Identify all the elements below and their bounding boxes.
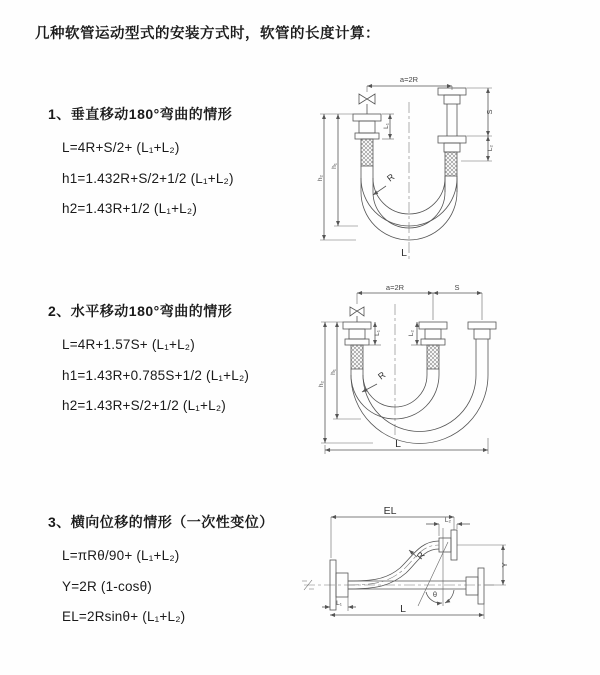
dim-label-l2: L₂ [408,329,415,337]
formula-h2: h2=1.43R+1/2 (L₁+L₂) [62,201,198,216]
formula-length-L: L=4R+S/2+ (L₁+L₂) [62,140,180,155]
section-heading: 1、垂直移动180°弯曲的情形 [48,106,233,122]
dim-label-h1: h₁ [330,369,337,375]
dim-label-h2: h₂ [318,380,325,388]
formula-h2: h2=1.43R+S/2+1/2 (L₁+L₂) [62,398,226,413]
dim-label-l2: L₂ [444,517,452,524]
radius-label: R [376,369,388,382]
dim-label-l2: L₂ [487,144,494,152]
formula-length-L: L=4R+1.57S+ (L₁+L₂) [62,337,195,352]
dim-label-l1: L₁ [374,330,381,336]
page-title: 几种软管运动型式的安装方式时，软管的长度计算： [35,26,380,42]
formula-h1: h1=1.43R+0.785S+1/2 (L₁+L₂) [62,367,250,383]
section-vertical-movement [48,104,234,225]
dim-label-h2: h₂ [317,174,324,182]
right-flange-fitting [466,568,484,604]
radius-label: R [385,171,397,184]
dim-label-l1: L₁ [383,123,390,129]
angle-label: θ [432,590,438,599]
formula-length-L: L=πRθ/90+ (L₁+L₂) [62,548,180,563]
dim-label-stroke: S [485,109,494,115]
section-heading: 3、横向位移的情形（一次性变位） [48,514,274,530]
formula-h1: h1=1.432R+S/2+1/2 (L₁+L₂) [62,170,234,186]
diagram-lateral-displacement [298,502,600,650]
dim-label-span: a=2R [399,75,419,84]
formula-group [48,541,274,633]
section-horizontal-movement [48,301,249,422]
dim-label-y: Y [500,562,509,568]
section-heading: 2、水平移动180°弯曲的情形 [48,303,233,319]
length-label: L [395,438,401,450]
diagram-horizontal-180-bend [303,280,600,462]
formula-EL: EL=2Rsinθ+ (L₁+L₂) [62,609,186,624]
hose-u-bend [351,369,488,444]
length-label: L [401,247,407,259]
hose-braid [445,152,457,176]
dim-label-h1: h₁ [331,163,338,169]
formula-Y: Y=2R (1-cosθ) [62,578,153,594]
valve-icon [350,307,364,316]
formula-group [48,330,249,422]
valve-icon [359,94,375,104]
left-flange-fitting [353,114,381,166]
dim-label-el: EL [383,505,397,517]
hose-s-curve [348,541,439,589]
radius-label: R [414,549,427,562]
diagram-vertical-180-bend [300,66,595,266]
hose-braid [361,139,373,166]
section-lateral-displacement [48,512,274,633]
displaced-flange-fitting [468,322,496,375]
left-flange-fitting [343,322,371,369]
right-flange-fitting [438,88,466,192]
dim-label-stroke: S [454,283,460,292]
formula-group [48,133,234,225]
hose-braid [351,345,363,369]
middle-flange-fitting [419,322,447,369]
dim-label-span: a=2R [385,283,405,292]
length-label: L [400,603,406,615]
hose-braid [427,345,439,369]
dim-label-l1: L₁ [336,600,342,607]
